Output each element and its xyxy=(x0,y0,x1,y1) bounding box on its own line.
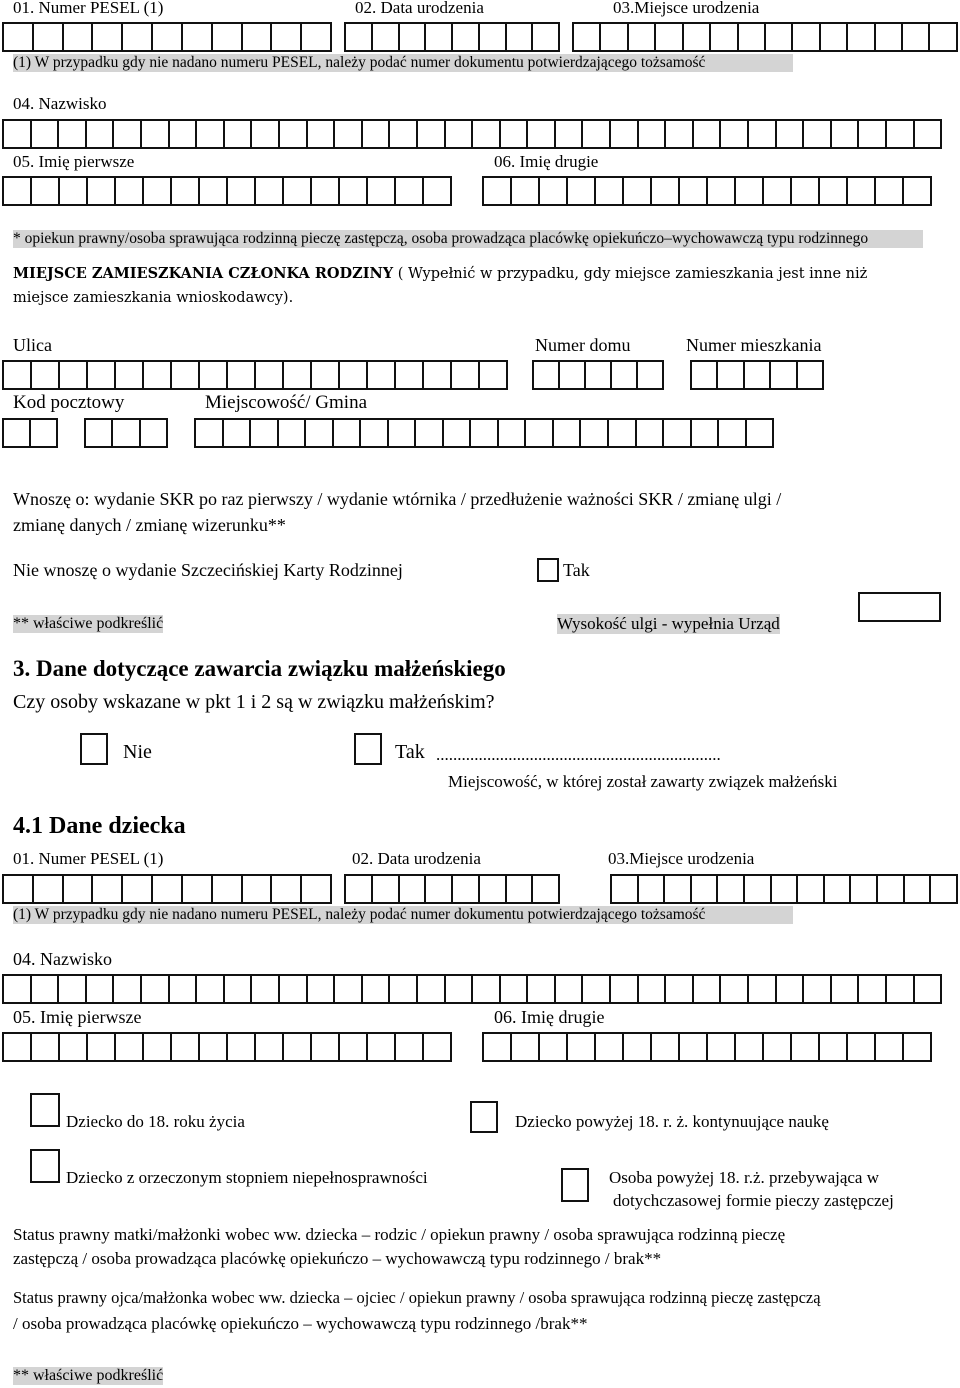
child-label-second-name: 06. Imię drugie xyxy=(494,1007,605,1027)
request-tak-checkbox[interactable] xyxy=(537,558,559,582)
underline-note: ** właściwe podkreślić xyxy=(13,615,164,632)
request-line-1: Wnoszę o: wydanie SKR po raz pierwszy / wydanie wtórnika / przedłużenie ważności SKR / zmianę ulgi / xyxy=(13,489,782,509)
option-child-under-18-checkbox[interactable] xyxy=(30,1093,60,1127)
marriage-tak-checkbox[interactable] xyxy=(354,733,382,765)
not-request-label: Nie wnoszę o wydanie Szczecińskiej Karty Rodzinnej xyxy=(13,560,403,580)
child-heading: 4.1 Dane dziecka xyxy=(13,813,186,839)
child-pesel-boxes[interactable] xyxy=(2,874,332,904)
child-label-birth-date: 02. Data urodzenia xyxy=(352,849,481,868)
discount-label: Wysokość ulgi - wypełnia Urząd xyxy=(557,614,780,633)
label-pesel: 01. Numer PESEL (1) xyxy=(13,0,164,17)
flat-number-boxes[interactable] xyxy=(690,360,824,390)
marriage-place-dots[interactable]: ................................................................... xyxy=(436,745,721,764)
residence-heading: MIEJSCE ZAMIESZKANIA CZŁONKA RODZINY xyxy=(13,265,394,282)
child-pesel-note: (1) W przypadku gdy nie nadano numeru PESEL, należy podać numer dokumentu potwierdzającego tożsamość xyxy=(13,906,793,924)
street-boxes[interactable] xyxy=(2,360,508,390)
child-label-first-name: 05. Imię pierwsze xyxy=(13,1007,142,1027)
child-label-pesel: 01. Numer PESEL (1) xyxy=(13,849,164,868)
postal-code-part2-boxes[interactable] xyxy=(84,418,168,448)
child-surname-boxes[interactable] xyxy=(2,974,942,1004)
birth-place-boxes[interactable] xyxy=(572,22,958,52)
birth-date-boxes[interactable] xyxy=(344,22,560,52)
label-first-name: 05. Imię pierwsze xyxy=(13,152,135,171)
child-second-name-boxes[interactable] xyxy=(482,1032,932,1062)
option-foster-care-label-2: dotychczasowej formie pieczy zastępczej xyxy=(613,1191,894,1210)
request-line-2: zmianę danych / zmianę wizerunku** xyxy=(13,515,286,535)
marriage-tak-label: Tak xyxy=(395,741,425,763)
option-child-disability-checkbox[interactable] xyxy=(30,1149,60,1183)
child-first-name-boxes[interactable] xyxy=(2,1032,452,1062)
label-second-name: 06. Imię drugie xyxy=(494,152,599,171)
marriage-nie-label: Nie xyxy=(123,741,152,763)
option-child-over-18-learning-checkbox[interactable] xyxy=(470,1101,498,1133)
pesel-boxes[interactable] xyxy=(2,22,332,52)
label-street: Ulica xyxy=(13,335,52,355)
label-flat-number: Numer mieszkania xyxy=(686,335,822,355)
city-boxes[interactable] xyxy=(194,418,774,448)
marriage-question: Czy osoby wskazane w pkt 1 i 2 są w związku małżeńskim? xyxy=(13,691,495,713)
label-city: Miejscowość/ Gmina xyxy=(205,392,368,413)
option-child-over-18-learning-label: Dziecko powyżej 18. r. ż. kontynuujące naukę xyxy=(515,1112,829,1131)
request-tak-label: Tak xyxy=(563,560,590,580)
option-child-disability-label: Dziecko z orzeczonym stopniem niepełnosprawności xyxy=(66,1168,428,1187)
status-father-line-2: / osoba prowadząca placówkę opiekuńczo – wychowawczą typu rodzinnego /brak** xyxy=(13,1314,588,1333)
label-house-number: Numer domu xyxy=(535,335,631,355)
label-birth-place: 03.Miejsce urodzenia xyxy=(613,0,760,17)
option-foster-care-label-1: Osoba powyżej 18. r.ż. przebywająca w xyxy=(609,1168,880,1187)
option-child-under-18-label: Dziecko do 18. roku życia xyxy=(66,1112,245,1131)
status-mother-line-2: zastępczą / osoba prowadząca placówkę opiekuńczo – wychowawczą typu rodzinnego / brak** xyxy=(13,1249,662,1268)
guardian-footnote: * opiekun prawny/osoba sprawująca rodzinną pieczę zastępczą, osoba prowadząca placówkę opiekuńczo–wychowawczą typu rodzinnego xyxy=(13,230,923,248)
first-name-boxes[interactable] xyxy=(2,176,452,206)
option-foster-care-checkbox[interactable] xyxy=(561,1168,589,1202)
child-birth-date-boxes[interactable] xyxy=(344,874,560,904)
second-name-boxes[interactable] xyxy=(482,176,932,206)
marriage-heading: 3. Dane dotyczące zawarcia związku małżeńskiego xyxy=(13,656,506,681)
status-father-line-1: Status prawny ojca/małżonka wobec ww. dziecka – ojciec / opiekun prawny / osoba sprawująca rodzinną pieczę zastępczą xyxy=(13,1288,821,1307)
house-number-boxes[interactable] xyxy=(532,360,664,390)
label-postal-code: Kod pocztowy xyxy=(13,392,125,413)
postal-code-part1-boxes[interactable] xyxy=(2,418,58,448)
label-surname: 04. Nazwisko xyxy=(13,94,107,113)
label-birth-date: 02. Data urodzenia xyxy=(355,0,484,17)
child-label-surname: 04. Nazwisko xyxy=(13,949,112,969)
status-mother-line-1: Status prawny matki/małżonki wobec ww. dziecka – rodzic / opiekun prawny / osoba sprawująca rodzinną pieczę xyxy=(13,1225,786,1244)
child-label-birth-place: 03.Miejsce urodzenia xyxy=(608,849,755,868)
residence-note-2: miejsce zamieszkania wnioskodawcy). xyxy=(13,290,294,306)
child-underline-note: ** właściwe podkreślić xyxy=(13,1367,164,1384)
residence-heading-line xyxy=(13,266,867,283)
pesel-note: (1) W przypadku gdy nie nadano numeru PESEL, należy podać numer dokumentu potwierdzającego tożsamość xyxy=(13,54,793,72)
marriage-nie-checkbox[interactable] xyxy=(80,733,108,765)
marriage-place-label: Miejscowość, w której został zawarty związek małżeński xyxy=(448,772,838,791)
child-birth-place-boxes[interactable] xyxy=(610,874,958,904)
surname-boxes[interactable] xyxy=(2,119,942,149)
discount-box[interactable] xyxy=(858,592,941,622)
residence-note-1: ( Wypełnić w przypadku, gdy miejsce zamieszkania jest inne niż xyxy=(397,266,868,282)
